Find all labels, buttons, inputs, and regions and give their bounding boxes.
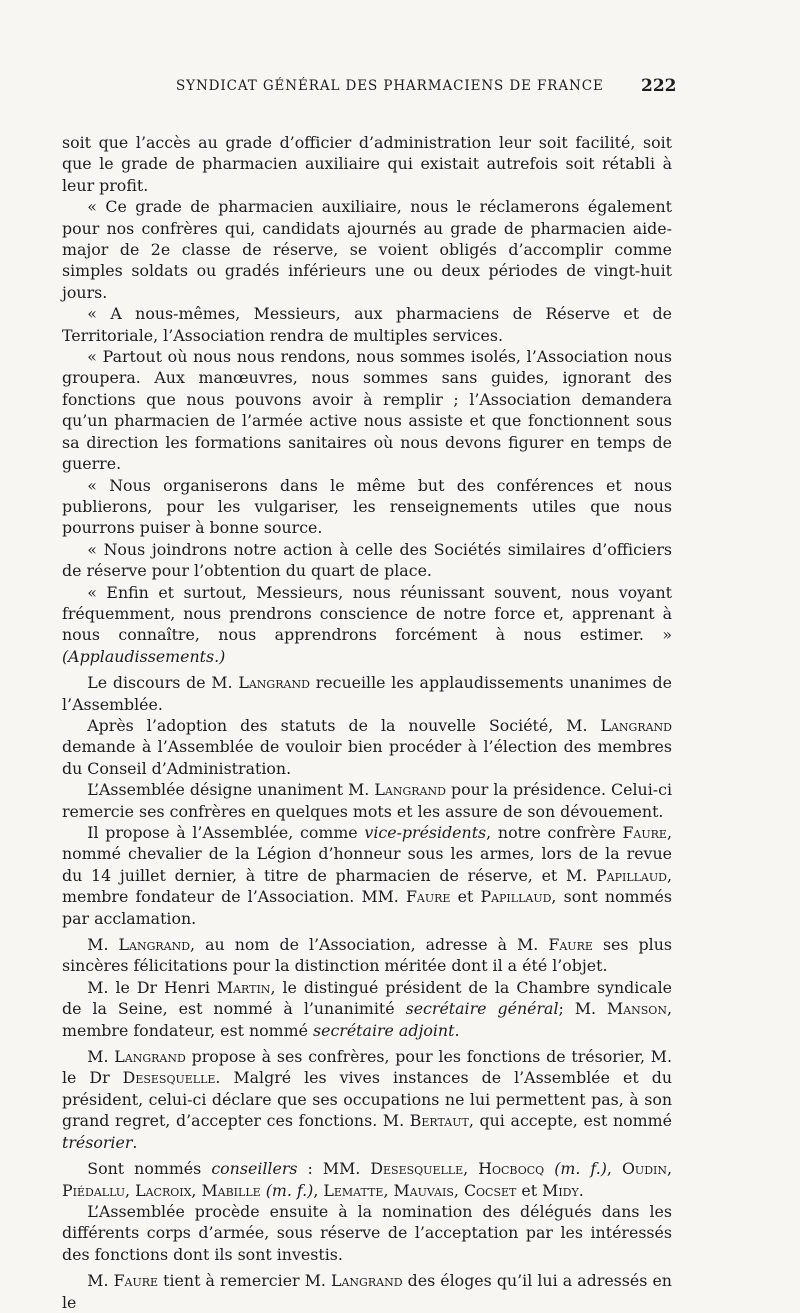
- text-run: ses plus sincères félicitations pour la distinction méritée dont il a été l’objet.: [62, 935, 672, 976]
- role-title: secrétaire adjoint: [312, 1020, 455, 1040]
- person-name: Langrand: [331, 1271, 403, 1291]
- text-run: Sont nommés: [87, 1159, 202, 1179]
- text-run: , notre confrère: [486, 823, 616, 842]
- person-name: Desesquelle: [122, 1068, 216, 1088]
- text-run: .: [132, 1132, 138, 1152]
- text-run: .: [454, 1020, 460, 1040]
- person-name: Midy: [542, 1180, 579, 1200]
- text-run: et: [521, 1180, 538, 1200]
- person-name: Lacroix: [135, 1180, 192, 1200]
- person-name: Piédallu: [62, 1180, 126, 1200]
- person-name: Desesquelle: [370, 1159, 464, 1179]
- text-run: M.: [87, 935, 109, 955]
- person-name: Oudin: [621, 1159, 667, 1179]
- paragraph-3: « A nous-mêmes, Messieurs, aux pharmaciens de Réserve et de Territoriale, l’Association rendra de multiples services.: [62, 304, 672, 345]
- paragraph-14: [62, 1046, 672, 1153]
- person-name: Faure: [113, 1271, 159, 1291]
- text-run: , sont nommés par acclamation.: [62, 887, 672, 928]
- text-run: des éloges qu’il lui a adressés en le: [62, 1271, 672, 1312]
- text-run: pour la présidence. Celui-ci remercie ses confrères en quelques mots et les assure de son dévouement.: [62, 780, 673, 821]
- text-run: , au nom de l’Association, adresse à M.: [190, 935, 539, 955]
- text-run: .: [578, 1180, 584, 1200]
- paragraph-4: « Partout où nous nous rendons, nous sommes isolés, l’Association nous groupera. Aux manœuvres, nous sommes sans guides, ignorant des fonctions que nous pouvons avoir à remplir ; l’Association demandera qu’un pharmacien de l’armée active nous assiste et que fonctionnent sous sa direction les formations sanitaires où nous devons figurer en temps de guerre.: [62, 347, 672, 474]
- speech-closing: « Enfin et surtout, Messieurs, nous réunissant souvent, nous voyant fréquemment, nous prendrons conscience de notre force et, apprenant à nous connaître, nous apprendrons forcément à nous estimer. »: [62, 582, 672, 645]
- person-name: Langrand: [374, 780, 446, 800]
- text-run: , membre fondateur de l’Association. MM.: [62, 865, 672, 907]
- paragraph-10: [62, 779, 672, 822]
- person-name: Langrand: [238, 673, 310, 693]
- person-name: Faure: [548, 935, 593, 955]
- paragraph-12: [62, 934, 672, 977]
- text-run: et: [457, 887, 474, 907]
- person-name: Manson: [607, 999, 667, 1019]
- paragraph-7: [62, 582, 672, 668]
- person-name: Faure: [622, 823, 667, 842]
- person-name: Langrand: [114, 1047, 186, 1067]
- paragraph-5: « Nous organiserons dans le même but des conférences et nous publierons, pour les vulgariser, les renseignements utiles que nous pourrons puiser à bonne source.: [62, 475, 672, 538]
- role-title: secrétaire général: [405, 999, 559, 1019]
- paragraph-2: « Ce grade de pharmacien auxiliaire, nous le réclamerons également pour nos confrères qui, candidats ajournés au grade de pharmacien aide-major de 2e classe de réserve, se voient obligés d’accomplir comme simples soldats ou gradés inférieurs une ou deux périodes de vingt-huit jours.: [62, 197, 672, 302]
- person-name: Langrand: [600, 715, 672, 735]
- text-run: : MM.: [307, 1159, 361, 1179]
- text-run: recueille les applaudissements unanimes de l’Assemblée.: [62, 673, 672, 714]
- paragraph-9: [62, 715, 672, 779]
- person-name: Bertaut: [409, 1111, 469, 1131]
- running-header: SYNDICAT GÉNÉRAL DES PHARMACIENS DE FRANCE: [176, 78, 604, 94]
- text-run: Après l’adoption des statuts de la nouvelle Société, M.: [87, 715, 588, 735]
- applause-note: (Applaudissements.): [62, 646, 226, 666]
- person-name: Langrand: [118, 935, 191, 955]
- person-name: Cocset: [463, 1180, 517, 1200]
- paragraph-17: [62, 1270, 672, 1313]
- role-title: conseillers: [211, 1159, 298, 1179]
- person-name: Mauvais: [393, 1180, 454, 1200]
- text-run: . Malgré les vives instances de l’Assemblée et du président, celui-ci déclare que ses occupations ne lui permettent pas, à son grand regret, d’accepter ces fonctions. M.: [62, 1068, 672, 1131]
- member-note: (m. f.): [554, 1159, 607, 1179]
- text-run: M. le Dr Henri: [87, 977, 210, 997]
- body-text: [62, 132, 672, 1313]
- paragraph-13: [62, 977, 672, 1041]
- member-note: (m. f.): [265, 1180, 314, 1200]
- text-run: , membre fondateur, est nommé: [62, 999, 672, 1040]
- person-name: Martin: [216, 977, 271, 997]
- text-run: , nommé chevalier de la Légion d’honneur sous les armes, lors de la revue du 14 juillet dernier, à titre de pharmacien de réserve, et M.: [62, 823, 672, 885]
- paragraph-15: Sont nommés conseillers : MM. Desesquelle, Hocbocq (m. f.), Oudin, Piédallu, Lacroix, Mabille (m. f.), Lematte, Mauvais, Cocset et Midy.: [62, 1159, 673, 1200]
- person-name: Hocbocq: [478, 1159, 545, 1179]
- text-run: propose à ses confrères, pour les fonctions de trésorier, M. le Dr: [62, 1047, 672, 1088]
- text-run: tient à remercier M.: [163, 1271, 326, 1291]
- paragraph-6: « Nous joindrons notre action à celle des Sociétés similaires d’officiers de réserve pour l’obtention du quart de place.: [62, 539, 672, 581]
- role-title: trésorier: [62, 1132, 133, 1152]
- role-title: vice-présidents: [364, 823, 487, 842]
- text-run: demande à l’Assemblée de vouloir bien procéder à l’élection des membres du Conseil d’Administration.: [62, 737, 672, 778]
- person-name: Lematte: [323, 1180, 384, 1200]
- paragraph-1: soit que l’accès au grade d’officier d’administration leur soit facilité, soit que le grade de pharmacien auxiliaire qui existait autrefois soit rétabli à leur profit.: [62, 133, 672, 195]
- text-run: , qui accepte, est nommé: [468, 1111, 672, 1131]
- paragraph-16: L’Assemblée procède ensuite à la nomination des délégués dans les différents corps d’armée, sous réserve de l’acceptation par les intéressés des fonctions dont ils sont investis.: [62, 1201, 672, 1264]
- person-name: Faure: [405, 887, 451, 907]
- paragraph-11: [62, 822, 672, 929]
- text-run: M.: [87, 1271, 109, 1291]
- page-number: 222: [641, 76, 677, 96]
- person-name: Mabille: [201, 1180, 261, 1200]
- text-run: , le distingué président de la Chambre syndicale de la Seine, est nommé à l’unanimité: [62, 977, 673, 1019]
- person-name: Papillaud: [480, 887, 552, 907]
- paragraph-8: [62, 672, 672, 715]
- text-run: Il propose à l’Assemblée, comme: [87, 823, 358, 842]
- text-run: Le discours de M.: [87, 673, 233, 693]
- text-run: M.: [87, 1047, 109, 1067]
- text-run: ; M.: [558, 999, 597, 1019]
- text-run: L’Assemblée désigne unaniment M.: [87, 780, 370, 800]
- person-name: Papillaud: [596, 865, 667, 885]
